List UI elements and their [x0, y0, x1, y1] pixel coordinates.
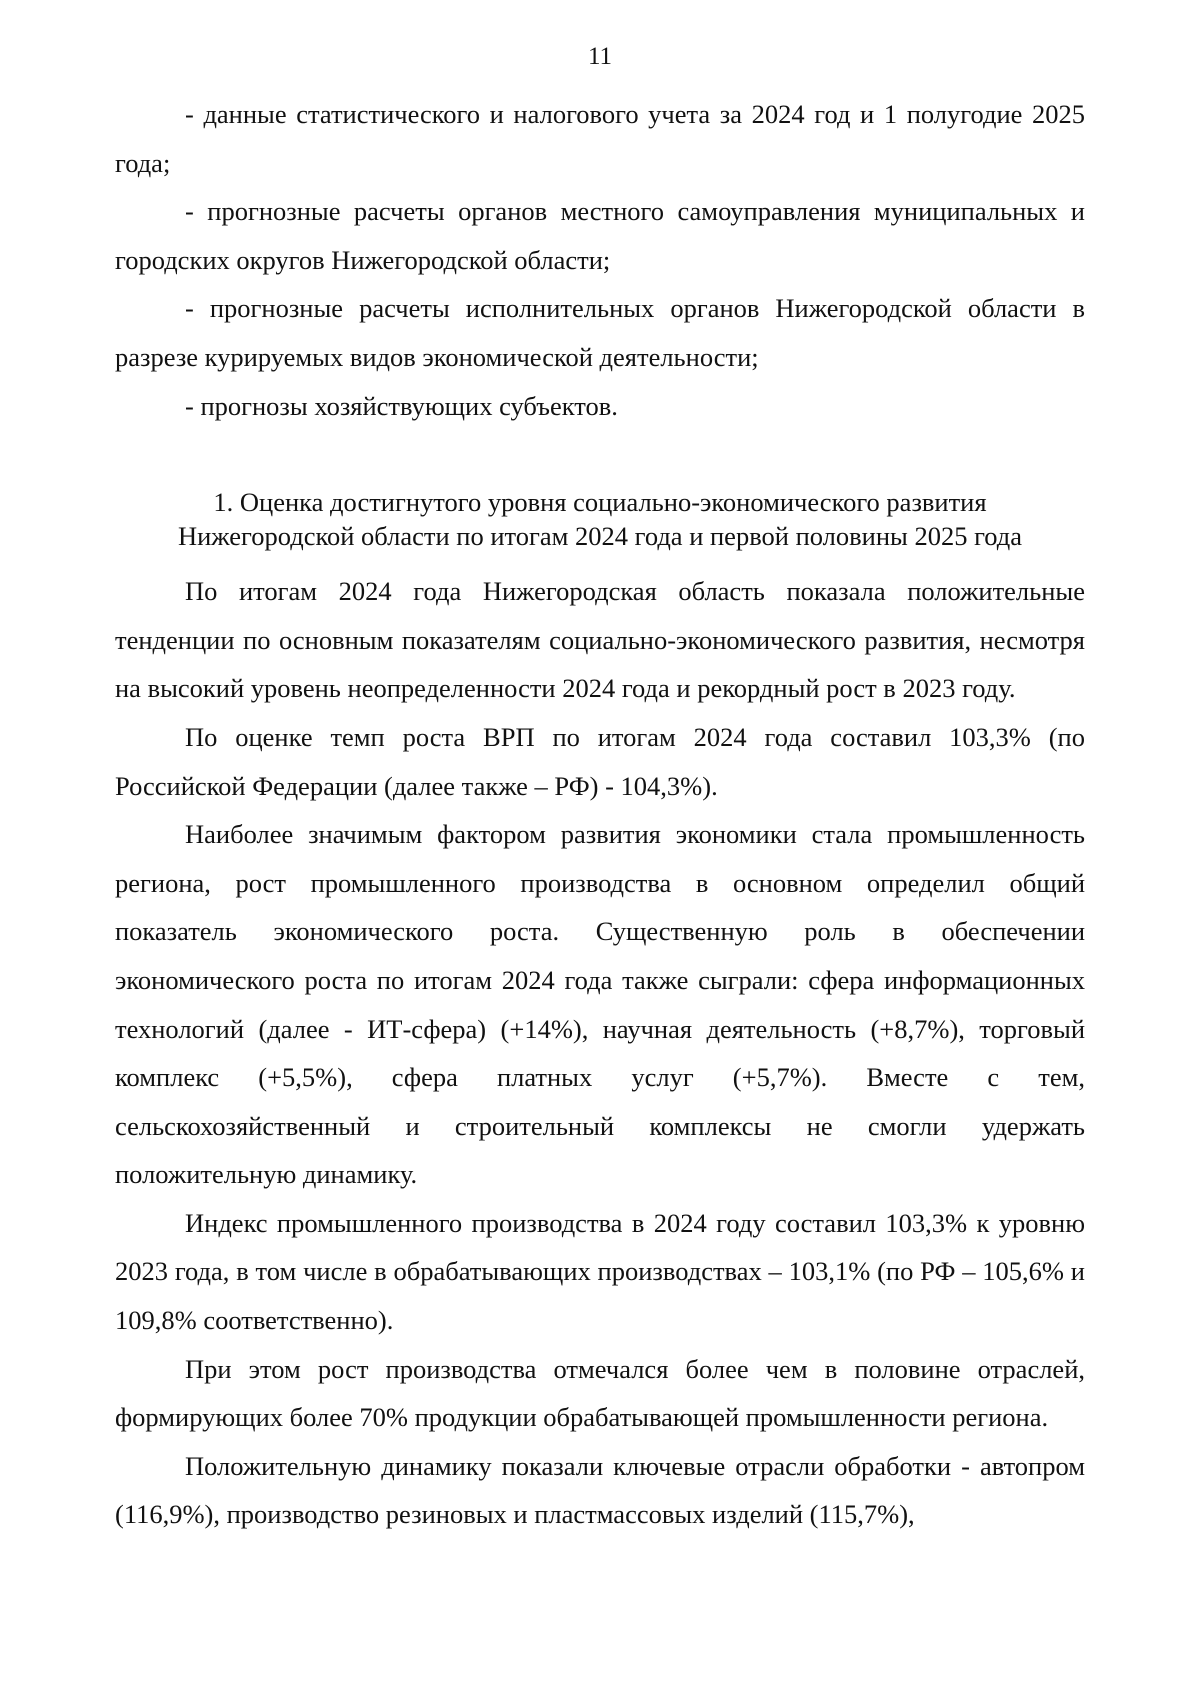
document-body	[115, 90, 1085, 1539]
section-heading-line: Нижегородской области по итогам 2024 года и первой половины 2025 года	[177, 521, 1023, 552]
section-heading	[115, 485, 1085, 553]
paragraph: По итогам 2024 года Нижегородская область показала положительные тенденции по основным показателям социально-экономического развития, несмотря на высокий уровень неопределенности 2024 года и рекордный рост в 2023 году.	[115, 576, 1085, 704]
spacer	[115, 553, 1085, 567]
section-heading-line: 1. Оценка достигнутого уровня социально-экономического развития	[213, 487, 987, 518]
paragraph: По оценке темп роста ВРП по итогам 2024 года составил 103,3% (по Российской Федерации (далее также – РФ) - 104,3%).	[115, 721, 1085, 801]
list-item: - прогнозные расчеты органов местного самоуправления муниципальных и городских округов Нижегородской области;	[115, 196, 1085, 275]
paragraph: Индекс промышленного производства в 2024 году составил 103,3% к уровню 2023 года, в том числе в обрабатывающих производствах – 103,1% (по РФ – 105,6% и 109,8% соответственно).	[115, 1207, 1085, 1336]
paragraph: При этом рост производства отмечался более чем в половине отраслей, формирующих более 70% продукции обрабатывающей промышленности региона.	[115, 1353, 1085, 1433]
page-number: 11	[587, 43, 613, 70]
spacer	[115, 430, 1085, 485]
list-item: - данные статистического и налогового учета за 2024 год и 1 полугодие 2025 года;	[115, 99, 1085, 178]
paragraph: Наиболее значимым фактором развития экономики стала промышленность региона, рост промышленного производства в основном определил общий показатель экономического роста. Существенную роль в обеспечении экономического роста по итогам 2024 года также сыграли: сфера информационных технологий (далее - ИТ-сфера) (+14%), научная деятельность (+8,7%), торговый комплекс (+5,5%), сфера платных услуг (+5,7%). Вместе с тем, сельскохозяйственный и строительный комплексы не смогли удержать положительную динамику.	[115, 819, 1085, 1190]
list-item: - прогнозные расчеты исполнительных органов Нижегородской области в разрезе курируемых видов экономической деятельности;	[115, 293, 1085, 372]
list-item: - прогнозы хозяйствующих субъектов.	[185, 390, 618, 421]
paragraph: Положительную динамику показали ключевые отрасли обработки - автопром (116,9%), производство резиновых и пластмассовых изделий (115,7%),	[115, 1450, 1085, 1530]
